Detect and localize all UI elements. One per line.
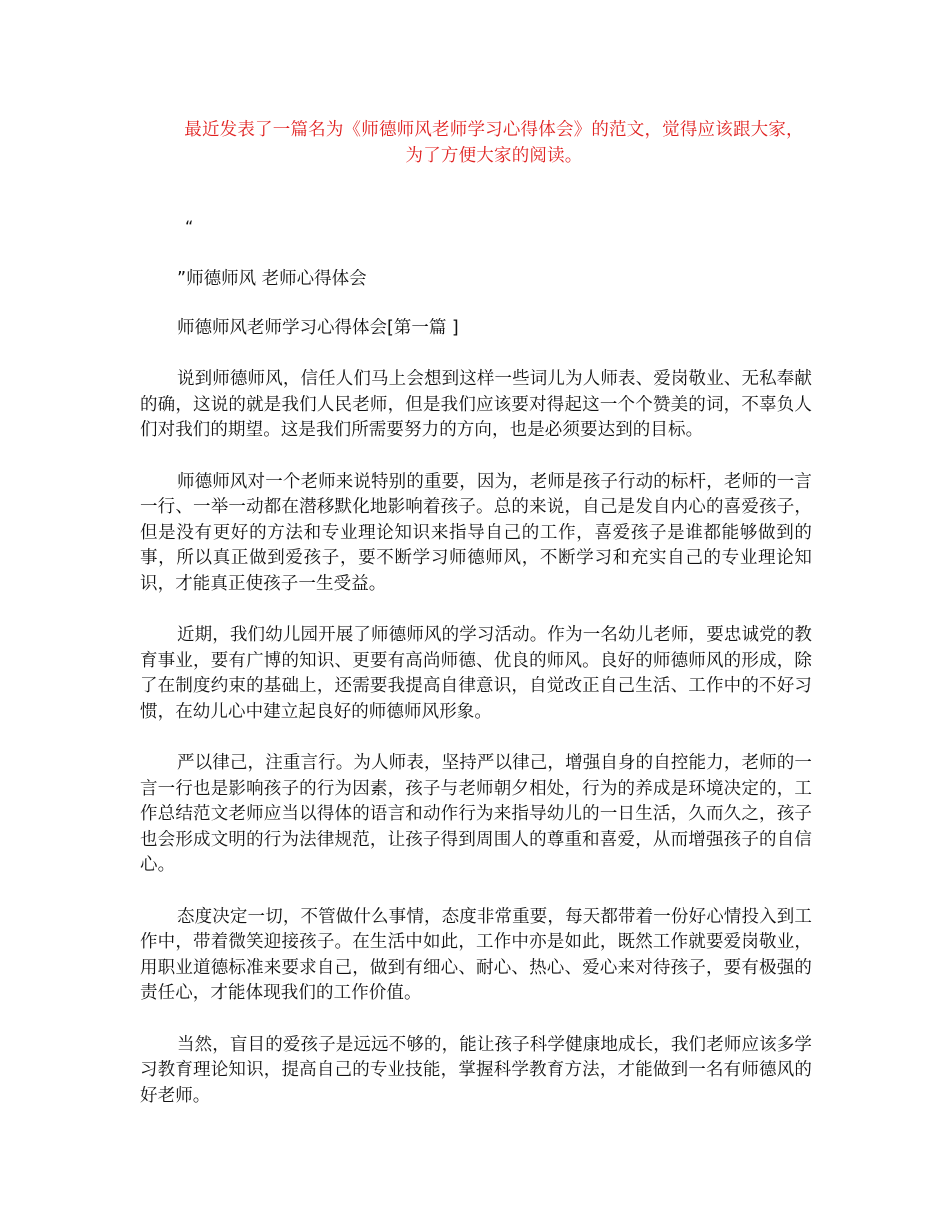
paragraph: 说到师德师风，信任人们马上会想到这样一些词儿为人师表、爱岗敬业、无私奉献的确，这说的就是我们人民老师，但是我们应该要对得起这一个个赞美的词，不辜负人们对我们的期望。这是我们所需要努力的方向，也是必须要达到的目标。 [140,369,812,440]
document-subtitle: 师德师风老师学习心得体会[第一篇 ] [177,318,459,338]
paragraph: 师德师风对一个老师来说特别的重要，因为，老师是孩子行动的标杆，老师的一言一行、一举一动都在潜移默化地影响着孩子。总的来说，自己是发自内心的喜爱孩子，但是没有更好的方法和专业理论知识来指导自己的工作，喜爱孩子是谁都能够做到的事，所以真正做到爱孩子，要不断学习师德师风，不断学习和充实自己的专业理论知识，才能真正使孩子一生受益。 [140,471,812,594]
document-body [140,367,812,1135]
opening-quote-mark: “ [185,217,194,236]
paragraph: 当然，盲目的爱孩子是远远不够的，能让孩子科学健康地成长，我们老师应该多学习教育理论知识，提高自己的专业技能，掌握科学教育方法，才能做到一名有师德风的好老师。 [140,1034,812,1106]
paragraph: 近期，我们幼儿园开展了师德师风的学习活动。作为一名幼儿老师，要忠诚党的教育事业，要有广博的知识、更要有高尚师德、优良的师风。良好的师德师风的形成，除了在制度约束的基础上，还需要我提高自律意识，自觉改正自己生活、工作中的不好习惯，在幼儿心中建立起良好的师德师风形象。 [140,625,812,722]
document-title: ”师德师风 老师心得体会 [177,269,367,289]
paragraph: 严以律己，注重言行。为人师表，坚持严以律己，增强自身的自控能力，老师的一言一行也是影响孩子的行为因素，孩子与老师朝夕相处，行为的养成是环境决定的，工作总结范文老师应当以得体的语言和动作行为来指导幼儿的一日生活，久而久之，孩子也会形成文明的行为法律规范，让孩子得到周围人的尊重和喜爱，从而增强孩子的自信心。 [140,753,812,875]
intro-note: 最近发表了一篇名为《师德师风老师学习心得体会》的范文，觉得应该跟大家，为了方便大家的阅读。 [184,120,804,166]
paragraph: 态度决定一切，不管做什么事情，态度非常重要，每天都带着一份好心情投入到工作中，带着微笑迎接孩子。在生活中如此，工作中亦是如此，既然工作就要爱岗敬业，用职业道德标准来要求自己，做到有细心、耐心、热心、爱心来对待孩子，要有极强的责任心，才能体现我们的工作价值。 [140,906,812,1003]
